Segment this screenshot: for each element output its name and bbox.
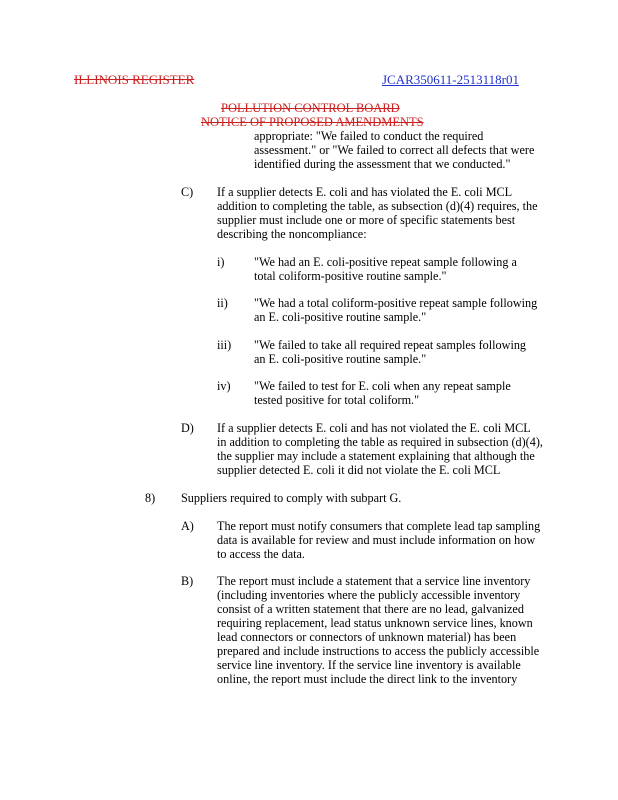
text-line: addition to completing the table, as subsection (d)(4) requires, the (217, 199, 538, 213)
text-line: tested positive for total coliform." (254, 393, 420, 407)
text-line: "We failed to test for E. coli when any repeat sample (254, 379, 511, 393)
text-line: prepared and include instructions to access the publicly accessible (217, 644, 540, 658)
item-label: D) (181, 421, 194, 435)
text-line: If a supplier detects E. coli and has not violated the E. coli MCL (217, 421, 531, 435)
text-line: an E. coli-positive routine sample." (254, 310, 427, 324)
item-label: C) (181, 185, 194, 199)
text-line: "We had an E. coli-positive repeat sample following a (254, 255, 517, 269)
text-line: describing the noncompliance: (217, 227, 367, 241)
text-line: supplier detected E. coli it did not violate the E. coli MCL (217, 463, 501, 477)
text-line: to access the data. (217, 547, 305, 561)
text-line: assessment." or "We failed to correct all defects that were (254, 143, 535, 157)
text-line: If a supplier detects E. coli and has violated the E. coli MCL (217, 185, 513, 199)
notice-title: NOTICE OF PROPOSED AMENDMENTS (201, 115, 424, 129)
item-label: iv) (217, 379, 231, 393)
text-line: consist of a written statement that there are no lead, galvanized (217, 602, 524, 616)
text-line: requiring replacement, lead status unknown service lines, known (217, 616, 533, 630)
item-label: A) (181, 519, 194, 533)
item-label: i) (217, 255, 225, 269)
text-line: The report must notify consumers that complete lead tap sampling (217, 519, 541, 533)
text-line: appropriate: "We failed to conduct the required (254, 129, 484, 143)
text-line: total coliform-positive routine sample." (254, 269, 447, 283)
register-header: ILLINOIS REGISTER (74, 72, 195, 87)
text-line: service line inventory. If the service line inventory is available (217, 658, 521, 672)
document-code-link[interactable]: JCAR350611-2513118r01 (382, 72, 519, 87)
item-label: ii) (217, 296, 228, 310)
text-line: "We failed to take all required repeat samples following (254, 338, 527, 352)
text-line: in addition to completing the table as required in subsection (d)(4), (217, 435, 543, 449)
text-line: data is available for review and must include information on how (217, 533, 536, 547)
item-label: B) (181, 574, 194, 588)
item-label: 8) (145, 491, 156, 505)
text-line: the supplier may include a statement explaining that although the (217, 449, 535, 463)
text-line: online, the report must include the direct link to the inventory (217, 672, 518, 686)
text-line: "We had a total coliform-positive repeat sample following (254, 296, 538, 310)
item-label: iii) (217, 338, 232, 352)
agency-title: POLLUTION CONTROL BOARD (221, 101, 400, 115)
text-line: supplier must include one or more of specific statements best (217, 213, 516, 227)
text-line: The report must include a statement that a service line inventory (217, 574, 531, 588)
text-line: (including inventories where the publicly accessible inventory (217, 588, 521, 602)
text-line: identified during the assessment that we conducted." (254, 157, 511, 171)
text-line: Suppliers required to comply with subpart G. (181, 491, 402, 505)
text-line: an E. coli-positive routine sample." (254, 352, 427, 366)
text-line: lead connectors or connectors of unknown material) has been (217, 630, 517, 644)
